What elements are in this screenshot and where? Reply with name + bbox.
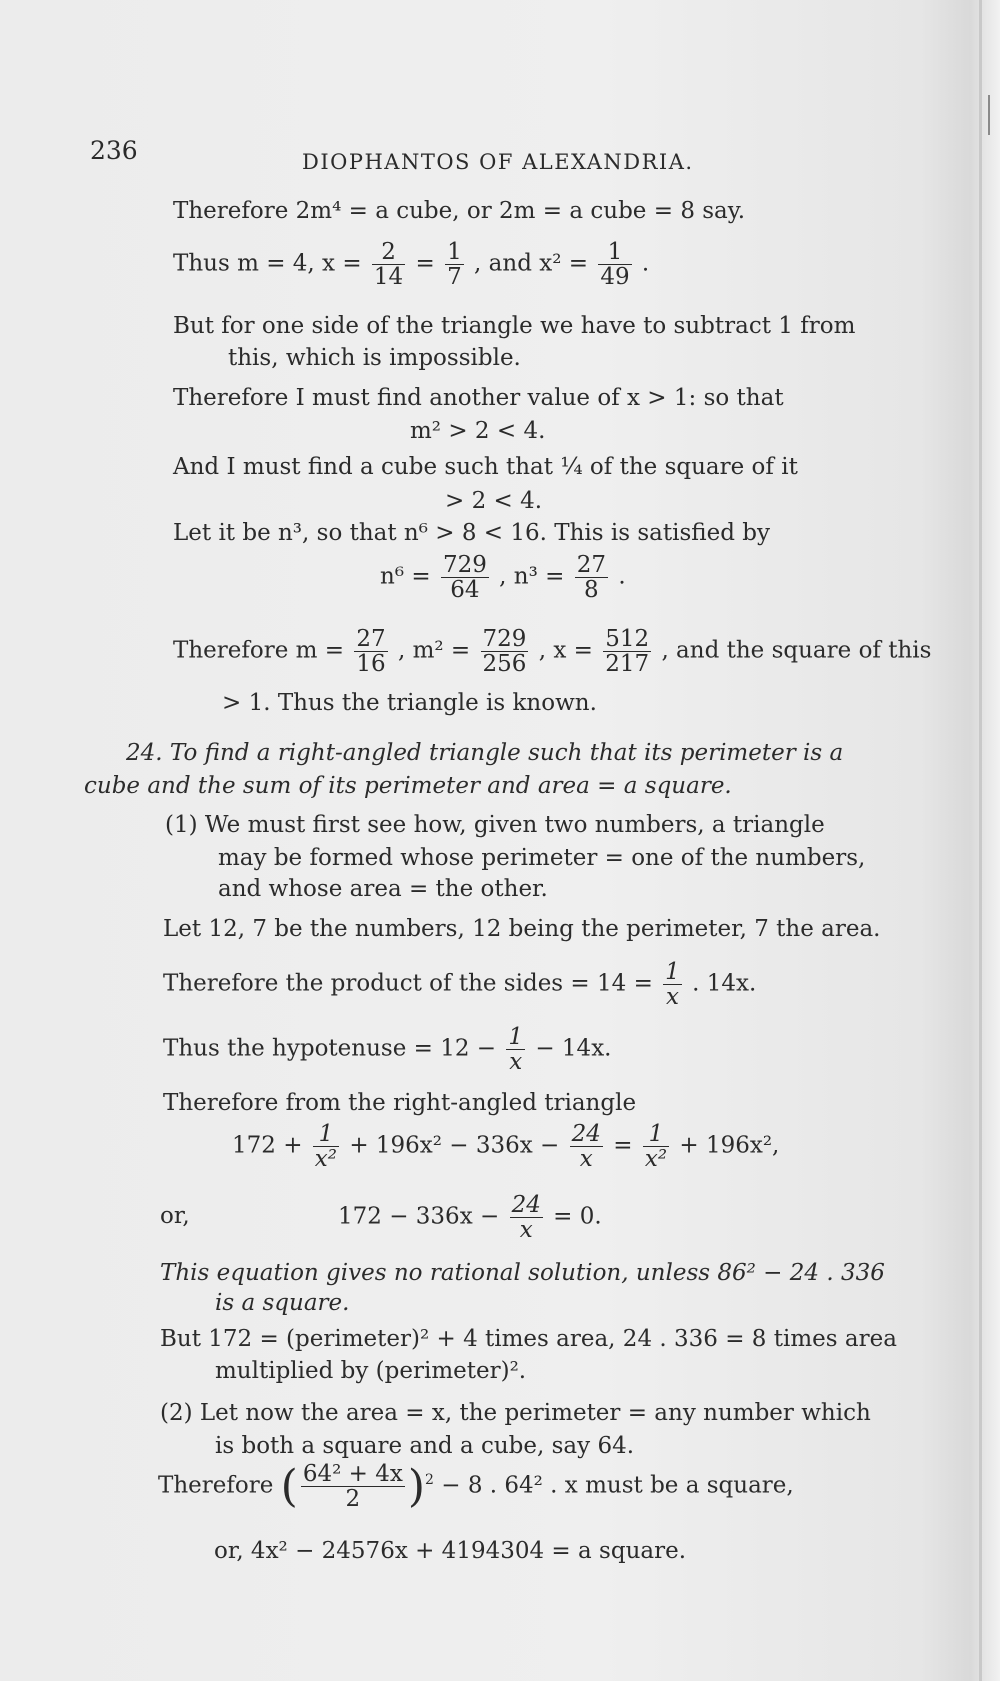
fraction <box>354 627 387 676</box>
numerator: 24 <box>511 1192 541 1218</box>
text-segment: , n³ = <box>499 563 565 590</box>
fraction <box>301 1462 405 1511</box>
text-segment: . <box>618 563 626 590</box>
denominator: 64 <box>450 577 480 604</box>
equation-2 <box>338 1193 602 1242</box>
fraction <box>598 240 631 289</box>
numerator: 2 <box>372 240 405 265</box>
text-line-25: is a square. <box>215 1290 350 1316</box>
numerator: 1 <box>447 239 462 265</box>
numerator: 729 <box>442 552 487 578</box>
numerator: 1 <box>665 959 680 985</box>
denominator: x <box>666 984 679 1011</box>
text-line-16: may be formed whose perimeter = one of the numbers, <box>218 845 866 871</box>
text-segment: . <box>641 250 650 277</box>
text-segment: Therefore m = <box>173 637 345 664</box>
text-segment: Therefore <box>158 1472 274 1499</box>
text-line-17: and whose area = the other. <box>218 876 548 902</box>
text-segment: = <box>613 1132 633 1159</box>
numerator: 512 <box>605 626 650 652</box>
text-line-29: is both a square and a cube, say 64. <box>215 1433 635 1459</box>
text-line-24: This equation gives no rational solution, unless 86² − 24 . 336 <box>160 1260 885 1286</box>
text-segment: . 14x. <box>692 970 757 997</box>
denominator: 16 <box>356 651 386 678</box>
equation-1 <box>232 1122 779 1171</box>
text-line-3: But for one side of the triangle we have to subtract 1 from <box>173 313 856 339</box>
text-line-4: this, which is impossible. <box>228 345 521 371</box>
text-line-5: Therefore I must find another value of x > 1: so that <box>173 385 784 411</box>
text-line-28: (2) Let now the area = x, the perimeter = any number which <box>160 1400 871 1426</box>
fraction <box>575 553 608 602</box>
page-edge <box>979 0 982 1681</box>
or-label: or, <box>160 1203 190 1229</box>
numerator: 729 <box>482 626 527 652</box>
denominator: 7 <box>447 264 462 291</box>
close-paren: ) <box>407 1460 425 1512</box>
text-line-11 <box>173 627 931 676</box>
numerator: 1 <box>643 1122 669 1147</box>
denominator: x <box>519 1217 533 1244</box>
fraction <box>643 1122 669 1171</box>
denominator: x² <box>644 1146 668 1173</box>
denominator: x <box>509 1049 523 1076</box>
fraction <box>510 1193 543 1242</box>
numerator: 1 <box>598 240 631 265</box>
text-line-9: Let it be n³, so that n⁶ > 8 < 16. This is satisfied by <box>173 520 770 546</box>
text-line-27: multiplied by (perimeter)². <box>215 1358 527 1384</box>
open-paren: ( <box>280 1460 298 1512</box>
text-line-6: m² > 2 < 4. <box>410 418 546 444</box>
text-line-20 <box>163 1025 611 1074</box>
text-segment: , and the square of this <box>661 637 932 664</box>
text-line-19 <box>163 960 756 1009</box>
text-segment: − 8 . 64² . x must be a square, <box>441 1472 794 1499</box>
numerator: 27 <box>356 626 386 652</box>
text-segment: Thus m = 4, x = <box>173 250 362 277</box>
fraction <box>445 240 464 289</box>
fraction <box>372 240 405 289</box>
fraction <box>570 1122 603 1171</box>
text-segment: + 196x² − 336x − <box>349 1132 560 1159</box>
denominator: 2 <box>345 1486 361 1513</box>
text-line-2 <box>173 240 649 289</box>
running-title: DIOPHANTOS OF ALEXANDRIA. <box>302 150 694 174</box>
text-segment: , m² = <box>397 637 471 664</box>
fraction <box>313 1122 339 1171</box>
text-line-26: But 172 = (perimeter)² + 4 times area, 24 . 336 = 8 times area <box>160 1326 897 1352</box>
text-segment: − 14x. <box>535 1035 612 1062</box>
fraction <box>481 627 529 676</box>
text-segment: n⁶ = <box>380 563 431 590</box>
text-line-21: Therefore from the right-angled triangle <box>163 1090 637 1116</box>
text-segment: , and x² = <box>474 250 589 277</box>
exponent: 2 <box>425 1471 434 1488</box>
proposition-heading: 24. To find a right-angled triangle such that its perimeter is a <box>126 740 844 766</box>
denominator: 217 <box>605 651 650 678</box>
equation-3 <box>158 1462 794 1511</box>
text-line-15: (1) We must first see how, given two numbers, a triangle <box>165 812 825 838</box>
fraction <box>663 960 682 1009</box>
page-edge-mark <box>988 95 990 135</box>
text-line-12: > 1. Thus the triangle is known. <box>222 690 597 716</box>
numerator: 1 <box>313 1122 339 1147</box>
denominator: 49 <box>600 264 630 291</box>
text-segment: = 0. <box>553 1203 602 1230</box>
text-line-10 <box>380 553 626 602</box>
text-line-8: > 2 < 4. <box>445 488 543 514</box>
text-segment: 172 + <box>232 1132 303 1159</box>
proposition-heading-cont: cube and the sum of its perimeter and area = a square. <box>84 773 732 799</box>
text-segment: , x = <box>538 637 593 664</box>
numerator: 1 <box>508 1024 524 1050</box>
text-line-1: Therefore 2m⁴ = a cube, or 2m = a cube = 8 say. <box>173 198 746 224</box>
numerator: 64² + 4x <box>302 1461 403 1487</box>
text-segment: 172 − 336x − <box>338 1203 500 1230</box>
text-line-7: And I must find a cube such that ¼ of the square of it <box>173 454 798 480</box>
fraction <box>603 627 651 676</box>
denominator: x <box>579 1146 593 1173</box>
text-segment: + 196x², <box>679 1132 780 1159</box>
text-segment: Therefore the product of the sides = 14 = <box>163 970 653 997</box>
text-line-18: Let 12, 7 be the numbers, 12 being the perimeter, 7 the area. <box>163 916 881 942</box>
denominator: 8 <box>584 577 599 604</box>
fraction <box>441 553 489 602</box>
text-segment: = <box>415 250 435 277</box>
page-number: 236 <box>90 136 138 165</box>
numerator: 27 <box>576 552 606 578</box>
numerator: 24 <box>571 1121 601 1147</box>
denominator: 14 <box>373 264 404 291</box>
text-line-31: or, 4x² − 24576x + 4194304 = a square. <box>214 1538 687 1564</box>
denominator: x² <box>314 1146 337 1173</box>
denominator: 256 <box>482 651 527 678</box>
fraction <box>506 1025 525 1074</box>
text-segment: Thus the hypotenuse = 12 − <box>163 1035 497 1062</box>
